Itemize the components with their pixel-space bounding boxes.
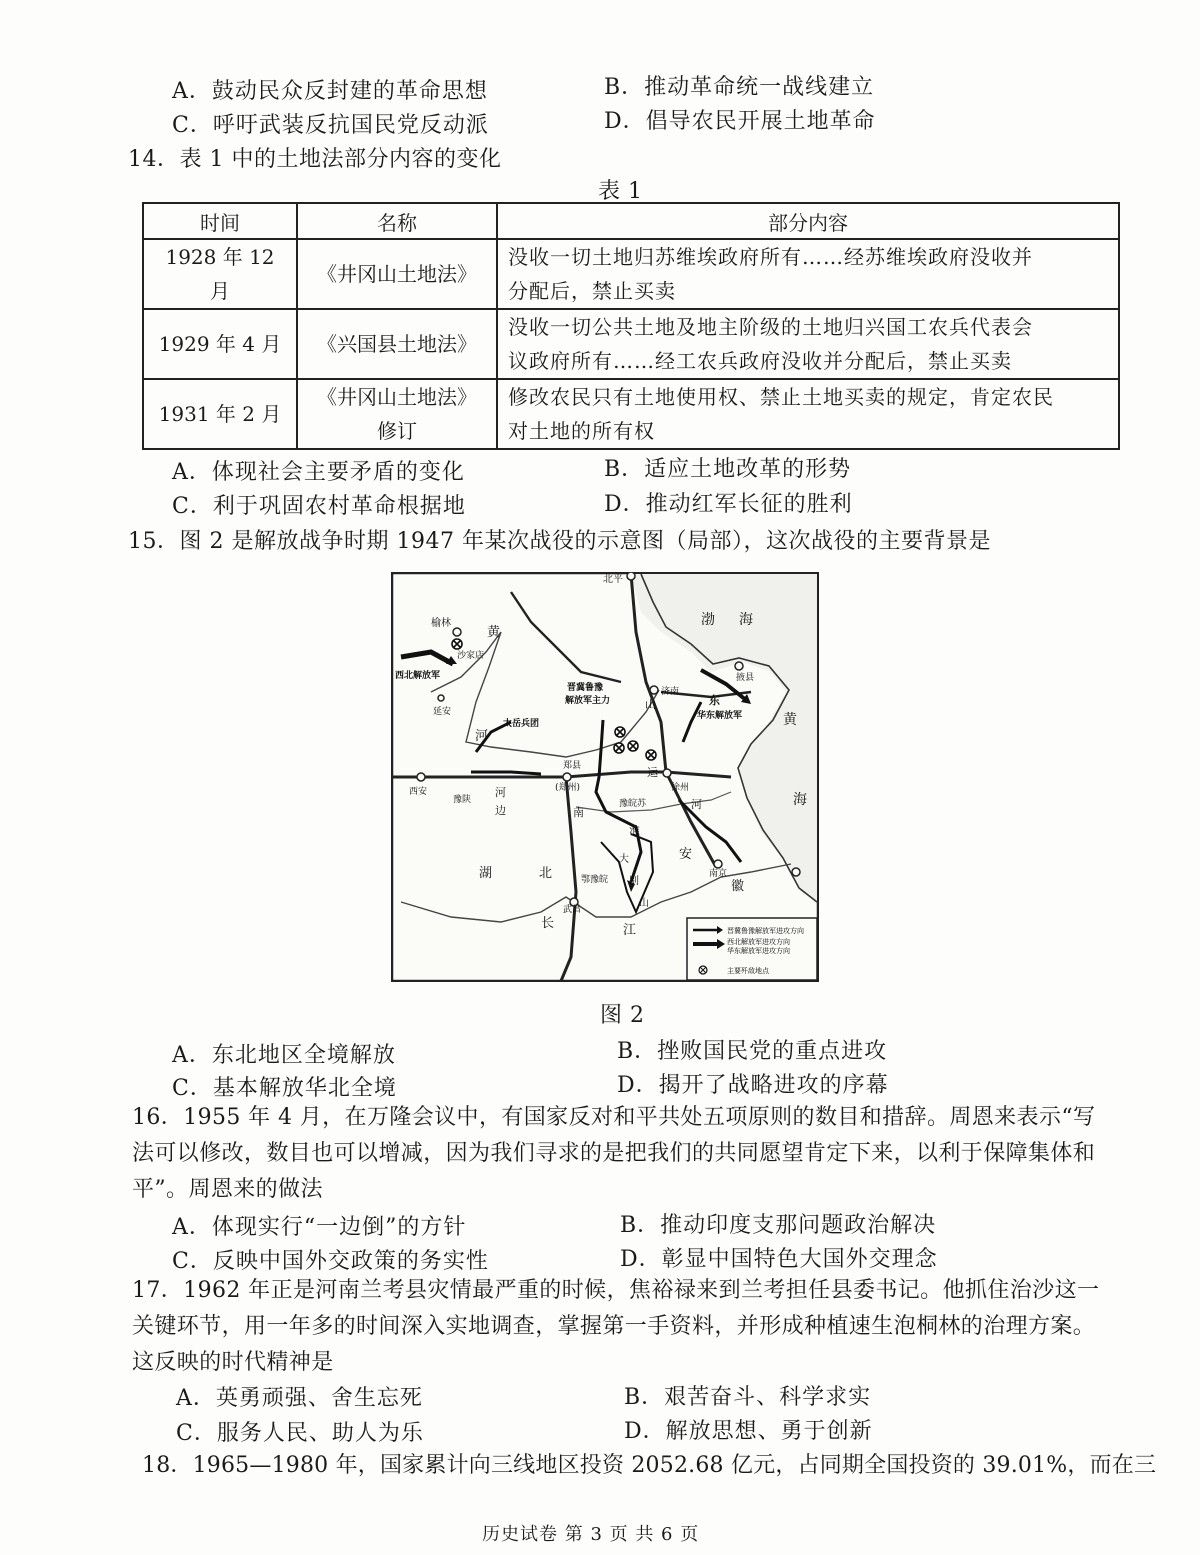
legend-label: 晋冀鲁豫解放军进攻方向: [727, 927, 804, 935]
row-name: 《兴国县土地法》: [297, 309, 497, 379]
q17-option-c: C．服务人民、助人为乐: [176, 1421, 424, 1446]
header-time: 时间: [143, 203, 297, 239]
row-name-line: 修订: [377, 419, 417, 443]
map-label-he2: 河: [495, 786, 506, 799]
header-name: 名称: [297, 203, 497, 239]
row-time: 1929 年 4 月: [143, 309, 297, 379]
q18-stem: 18．1965—1980 年，国家累计向三线地区投资 2052.68 亿元，占同期全国投资的 39.01%，而在三: [142, 1453, 1157, 1478]
table-row: [143, 379, 1119, 449]
row-content: [497, 309, 1119, 379]
row-content: [497, 379, 1119, 449]
map-label-dabie2: 别: [629, 876, 639, 887]
legend-label: 西北解放军进攻方向: [727, 938, 790, 946]
q17-option-d: D．解放思想、勇于创新: [624, 1419, 873, 1444]
map-label-dabie3: 山: [639, 898, 649, 909]
legend-label: 主要歼敌地点: [727, 967, 769, 975]
land-law-table: [142, 202, 1120, 450]
q14-option-b: B．适应土地改革的形势: [604, 457, 852, 482]
q15-stem: 15．图 2 是解放战争时期 1947 年某次战役的示意图（局部），这次战役的主要背景是: [128, 529, 991, 554]
table-row: [143, 309, 1119, 379]
q13-option-b: B．推动革命统一战线建立: [604, 75, 875, 100]
q17-line: 这反映的时代精神是: [132, 1350, 334, 1375]
map-label-he3: 河: [691, 798, 702, 811]
map-label-yexian: 掖县: [736, 673, 755, 683]
q16-line: 法可以修改，数目也可以增减，因为我们寻求的是把我们的共同愿望肯定下来，以利于保障集体和: [132, 1141, 1096, 1166]
table-header-row: [143, 203, 1119, 239]
map-label-eyuwan: 鄂豫皖: [581, 875, 609, 885]
q16-option-c: C．反映中国外交政策的务实性: [172, 1249, 489, 1274]
map-label-jiang: 江: [623, 923, 637, 938]
map-label-bian: 边: [495, 804, 506, 817]
row-content-line: 分配后，禁止买卖: [508, 279, 676, 303]
map-label-hai-sea: 海: [793, 792, 807, 808]
map-label-taiyue: 太岳兵团: [503, 719, 540, 729]
q17-option-b: B．艰苦奋斗、科学求实: [624, 1385, 872, 1410]
map-label-zhengxian: 郑县: [563, 761, 582, 771]
row-content-line: 没收一切土地归苏维埃政府所有……经苏维埃政府没收并: [508, 245, 1033, 269]
q16-option-a: A．体现实行“一边倒”的方针: [172, 1215, 467, 1240]
page-footer: 历史试卷 第 3 页 共 6 页: [482, 1524, 700, 1545]
q15-option-c: C．基本解放华北全境: [172, 1076, 397, 1101]
table-row: [143, 239, 1119, 309]
q16-option-b: B．推动印度支那问题政治解决: [620, 1213, 937, 1238]
map-label-huang-river: 黄: [487, 625, 501, 640]
map-label-hui: 徽: [731, 879, 745, 894]
q14-option-d: D．推动红军长征的胜利: [604, 492, 853, 517]
table-caption: 表 1: [598, 179, 643, 204]
q14-option-c: C．利于巩固农村革命根据地: [172, 494, 466, 519]
q17-option-a: A．英勇顽强、舍生忘死: [176, 1386, 423, 1411]
map-label-yushan: 豫陕: [453, 795, 472, 805]
row-name: [297, 379, 497, 449]
map-label-an: 安: [679, 847, 693, 862]
q13-option-d: D．倡导农民开展土地革命: [604, 109, 876, 134]
map-label-jinjiluyu2: 解放军主力: [565, 696, 611, 706]
q14-option-a: A．体现社会主要矛盾的变化: [172, 460, 465, 485]
map-legend: [687, 918, 817, 980]
map-label-huadong: 华东解放军: [697, 711, 743, 721]
map-label-yulin: 榆林: [431, 618, 451, 629]
map-label-hubei1: 湖: [479, 866, 493, 881]
q16-line: 16．1955 年 4 月，在万隆会议中，有国家反对和平共处五项原则的数目和措辞。周恩来表示“写: [132, 1105, 1096, 1130]
q16-stem: [132, 1100, 1095, 1208]
row-content: [497, 239, 1119, 309]
q13-option-a: A．鼓动民众反封建的革命思想: [172, 79, 488, 104]
map-label-shajiadian: 沙家店: [457, 651, 485, 661]
q15-option-d: D．揭开了战略进攻的序幕: [617, 1073, 889, 1098]
q13-option-c: C．呼吁武装反抗国民党反动派: [172, 113, 489, 138]
q15-option-a: A．东北地区全境解放: [172, 1043, 396, 1068]
map-label-xuzhou: 徐州: [671, 783, 690, 793]
map-label-he-river: 河: [475, 729, 489, 744]
map-label-jinjiluyu: 晋冀鲁豫: [567, 683, 604, 693]
map-label-dong: 东: [709, 694, 720, 707]
map-label-huang-sea: 黄: [783, 712, 797, 728]
q17-stem: [132, 1273, 1099, 1381]
row-time: 1931 年 2 月: [143, 379, 297, 449]
row-content-line: 没收一切公共土地及地主阶级的土地归兴国工农兵代表会: [508, 315, 1033, 339]
q17-line: 17．1962 年正是河南兰考县灾情最严重的时候，焦裕禄来到兰考担任县委书记。他抓住治沙这一: [132, 1278, 1100, 1303]
header-content: 部分内容: [497, 203, 1119, 239]
q15-option-b: B．挫败国民党的重点进攻: [617, 1039, 888, 1064]
q17-line: 关键环节，用一年多的时间深入实地调查，掌握第一手资料，并形成种植速生泡桐林的治理方案。: [132, 1314, 1096, 1339]
map-label-nan: 南: [573, 806, 584, 819]
map-label-wuchang: 武昌: [563, 905, 582, 915]
row-name: 《井冈山土地法》: [297, 239, 497, 309]
map-label-chang: 长: [541, 916, 555, 931]
q14-stem: 14．表 1 中的土地法部分内容的变化: [128, 147, 502, 172]
map-label-huai: 淮: [629, 824, 640, 837]
map-label-nanjing: 南京: [709, 869, 728, 879]
legend-label: 华东解放军进攻方向: [727, 947, 790, 955]
row-content-line: 议政府所有……经工农兵政府没收并分配后，禁止买卖: [508, 349, 1012, 373]
map-label-hubei2: 北: [539, 866, 553, 881]
q16-option-d: D．彰显中国特色大国外交理念: [620, 1247, 938, 1272]
battle-map: [391, 572, 819, 982]
row-time: 1928 年 12 月: [143, 239, 297, 309]
map-label-beiping: 北平: [603, 574, 623, 585]
q16-line: 平”。周恩来的做法: [132, 1177, 323, 1202]
map-label-shan: 山: [645, 698, 656, 711]
map-label-yuwansu: 豫皖苏: [619, 799, 647, 809]
map-label-xian: 西安: [409, 787, 428, 797]
map-label-bohai1: 渤: [701, 612, 715, 628]
figure-caption: 图 2: [600, 1003, 645, 1028]
row-content-line: 修改农民只有土地使用权、禁止土地买卖的规定，肯定农民: [508, 385, 1054, 409]
map-label-jinan: 济南: [661, 687, 680, 697]
map-label-yun: 运: [647, 766, 658, 779]
map-label-dabie1: 大: [619, 854, 629, 865]
map-label-bohai2: 海: [739, 612, 753, 628]
row-content-line: 对土地的所有权: [508, 419, 655, 443]
map-label-northwest-army: 西北解放军: [395, 671, 441, 681]
map-label-yanan: 延安: [433, 707, 452, 717]
map-label-zhengzhou: (郑州): [555, 783, 581, 793]
row-name-line: 《井冈山土地法》: [317, 385, 477, 409]
